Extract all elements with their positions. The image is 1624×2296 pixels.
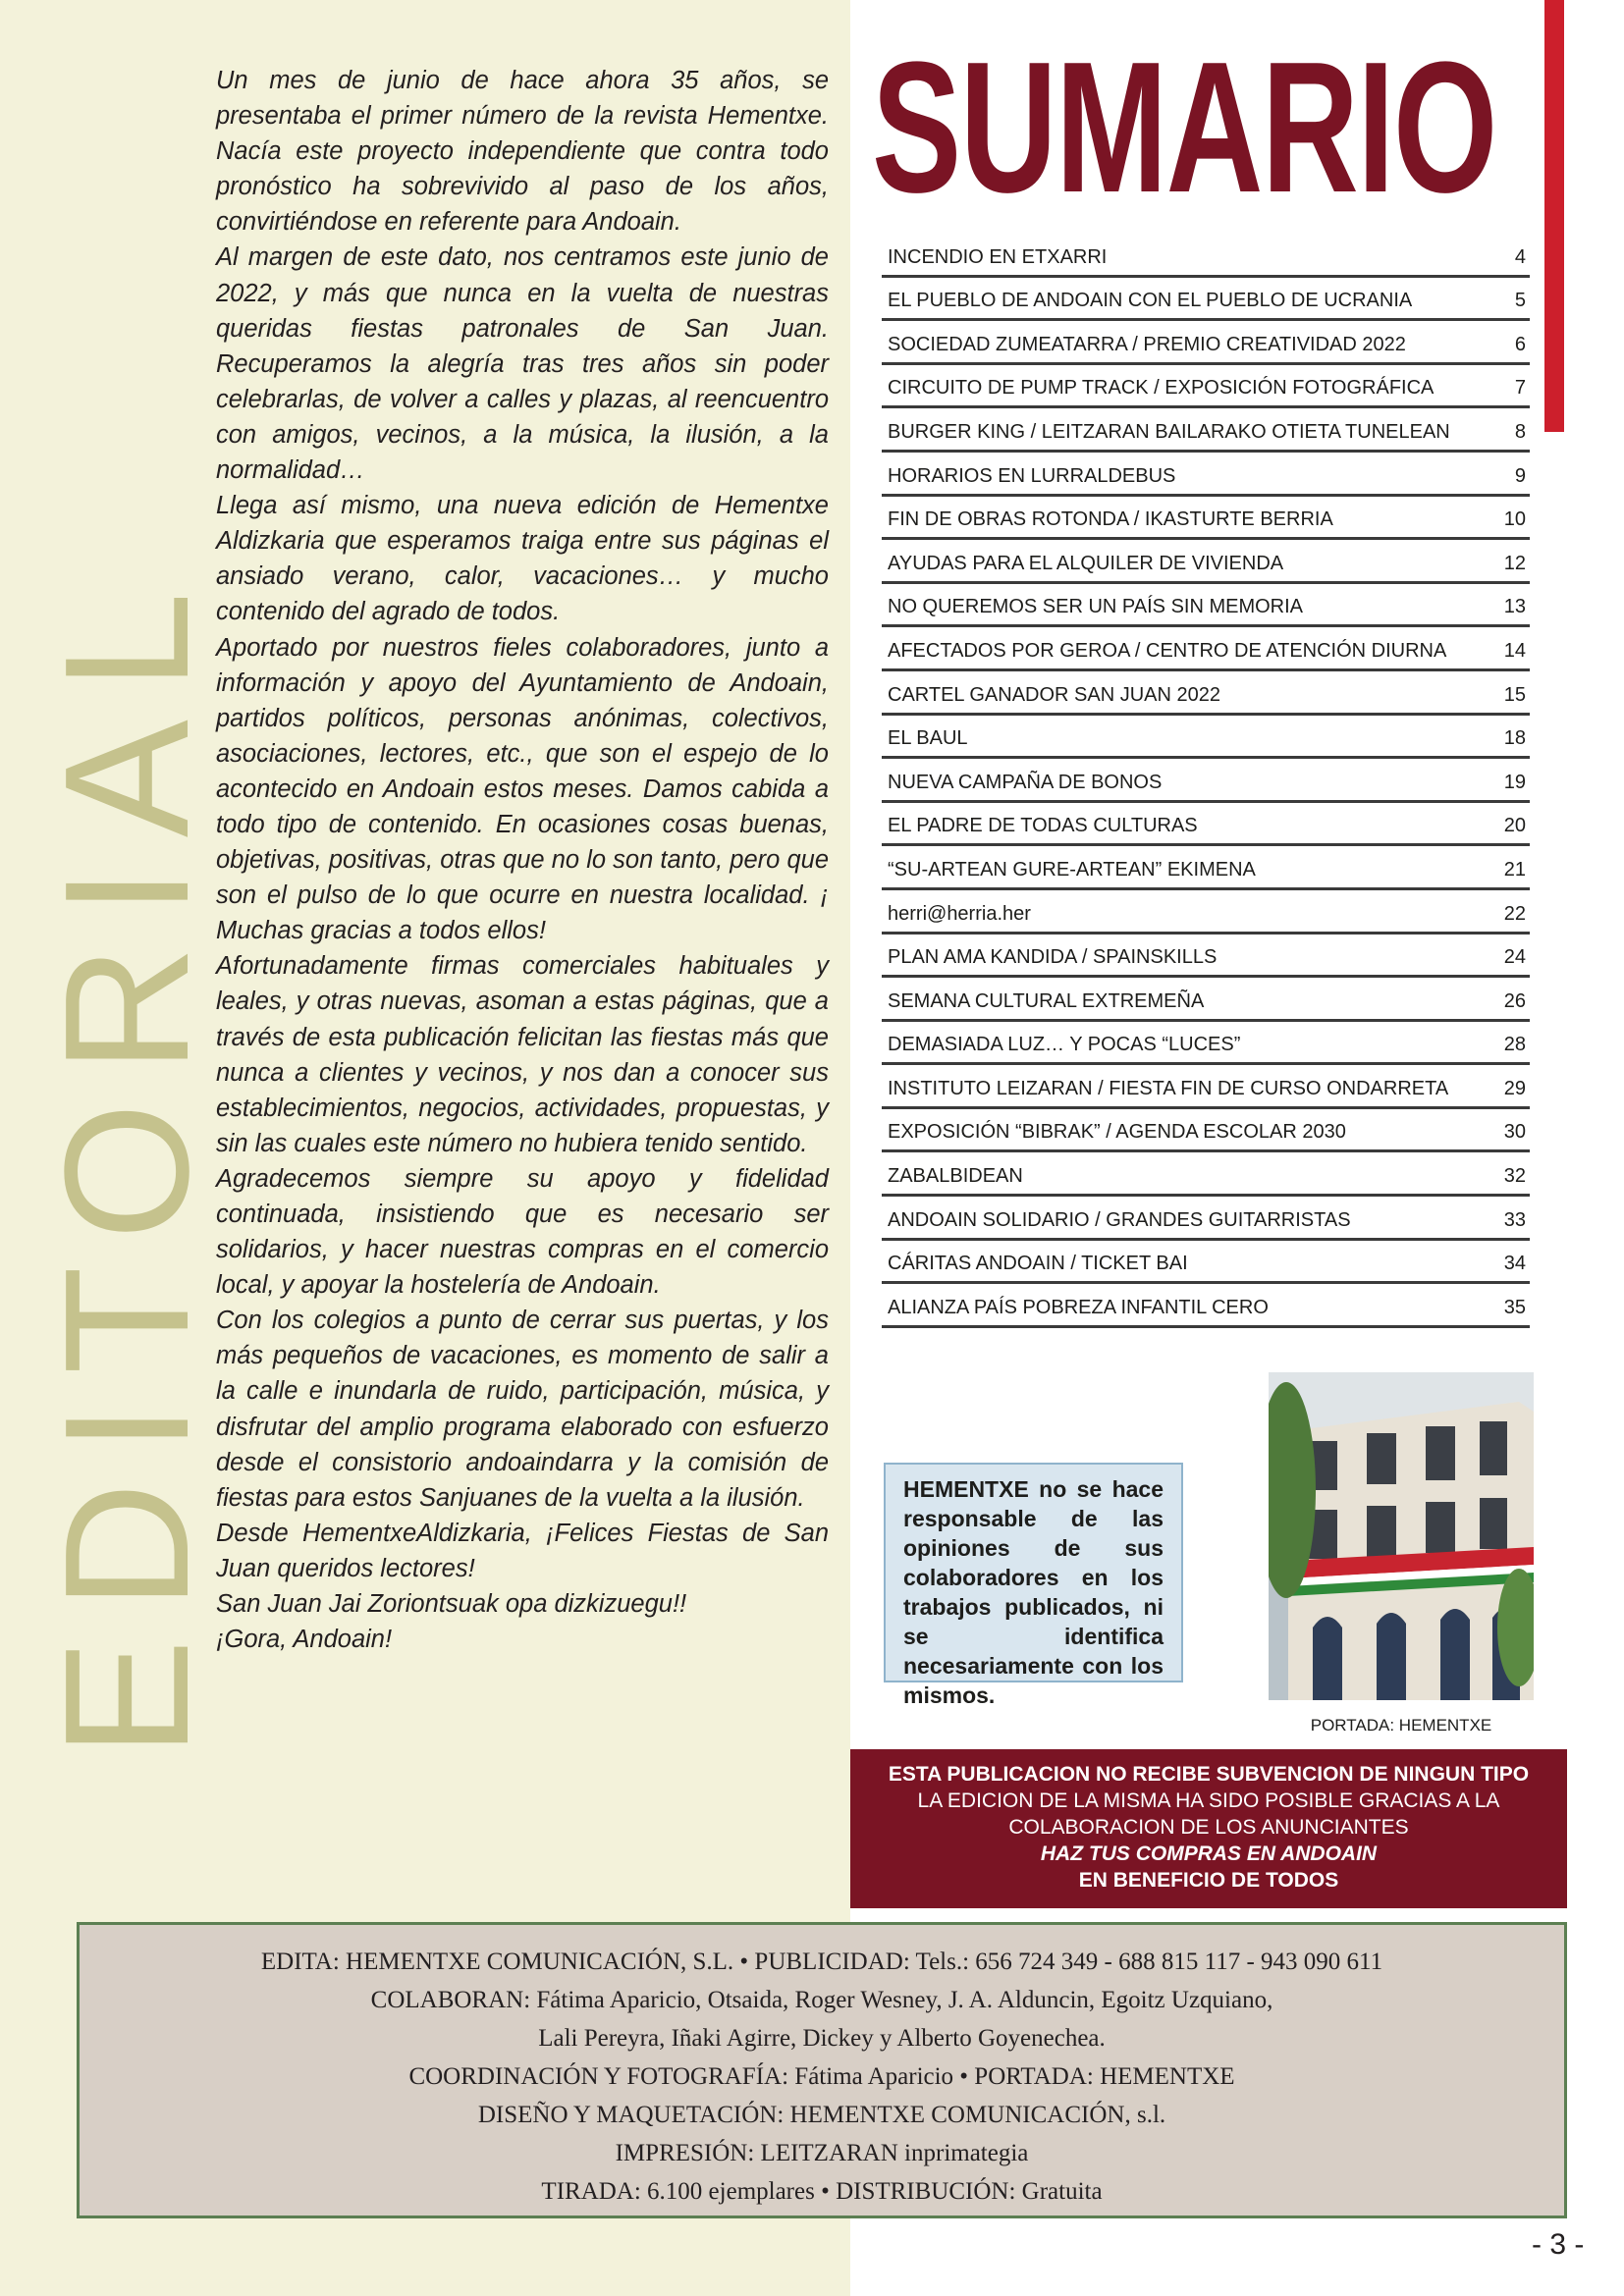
toc-page: 6	[1514, 333, 1526, 355]
toc-label: PLAN AMA KANDIDA / SPAINSKILLS	[888, 946, 1218, 969]
editorial-paragraph: Agradecemos siempre su apoyo y fidelidad continuada, insistiendo que es necesario ser solidarios, y hacer nuestras compras en el comercio local, y apoyar la hostelería de Andoain.	[216, 1164, 829, 1300]
toc-page: 28	[1503, 1034, 1526, 1056]
toc-row	[882, 321, 1530, 365]
toc-row	[882, 1152, 1530, 1197]
toc-label: DEMASIADA LUZ… Y POCAS “LUCES”	[888, 1034, 1241, 1056]
toc-row	[882, 1065, 1530, 1109]
toc-label: SEMANA CULTURAL EXTREMEÑA	[888, 989, 1205, 1012]
subsidy-line: COLABORACION DE LOS ANUNCIANTES	[1008, 1816, 1409, 1839]
toc-page: 21	[1503, 858, 1526, 881]
toc-label: EL PADRE DE TODAS CULTURAS	[888, 815, 1198, 837]
subsidy-line: LA EDICION DE LA MISMA HA SIDO POSIBLE GRACIAS A LA	[917, 1789, 1500, 1812]
toc-label: INCENDIO EN ETXARRI	[888, 245, 1108, 268]
toc-page: 12	[1503, 552, 1526, 574]
toc-row	[882, 627, 1530, 671]
accent-bar	[1544, 0, 1564, 432]
toc-row	[882, 1241, 1530, 1285]
table-of-contents	[882, 234, 1530, 1328]
toc-row	[882, 584, 1530, 628]
credits-line: TIRADA: 6.100 ejemplares • DISTRIBUCIÓN: Gratuita	[541, 2178, 1103, 2205]
toc-page: 7	[1514, 377, 1526, 400]
toc-label: AFECTADOS POR GEROA / CENTRO DE ATENCIÓN DIURNA	[888, 639, 1447, 662]
toc-row	[882, 759, 1530, 803]
toc-label: AYUDAS PARA EL ALQUILER DE VIVIENDA	[888, 552, 1284, 574]
editorial-paragraph: Aportado por nuestros fieles colaboradores, junto a información y apoyo del Ayuntamiento de Andoain, partidos políticos, personas anónimas, colectivos, asociaciones, lectores, etc., que son el espejo de lo acontecido en Andoain estos meses. Damos cabida a todo tipo de contenido. En ocasiones cosas buenas, objetivas, positivas, otras que no lo son tanto, pero que son el pulso de lo que ocurre en nuestra localidad. ¡ Muchas gracias a todos ellos!	[216, 633, 829, 945]
editorial-paragraph: Llega así mismo, una nueva edición de Hementxe Aldizkaria que esperamos traiga entre sus páginas el ansiado verano, calor, vacaciones… y mucho contenido del agrado de todos.	[216, 492, 829, 626]
toc-row	[882, 978, 1530, 1022]
toc-label: ZABALBIDEAN	[888, 1165, 1023, 1188]
toc-page: 14	[1503, 639, 1526, 662]
toc-row	[882, 846, 1530, 890]
toc-label: NUEVA CAMPAÑA DE BONOS	[888, 771, 1163, 793]
subsidy-line: HAZ TUS COMPRAS EN ANDOAIN	[1040, 1842, 1378, 1865]
toc-page: 30	[1503, 1121, 1526, 1144]
toc-row	[882, 408, 1530, 453]
editorial-paragraph: Afortunadamente firmas comerciales habituales y leales, y otras nuevas, asoman a estas páginas, que a través de esta publicación felicitan las fiestas más que nunca a clientes y vecinos, y nos dan a conocer sus establecimientos, negocios, actividades, propuestas, y sin las cuales este número no hubiera tenido sentido.	[216, 952, 829, 1157]
toc-label: CIRCUITO DE PUMP TRACK / EXPOSICIÓN FOTOGRÁFICA	[888, 377, 1435, 400]
credits-box	[77, 1922, 1567, 2218]
toc-page: 4	[1514, 245, 1526, 268]
toc-label: EL BAUL	[888, 727, 968, 750]
toc-page: 29	[1503, 1077, 1526, 1099]
toc-row	[882, 278, 1530, 322]
toc-label: NO QUEREMOS SER UN PAÍS SIN MEMORIA	[888, 596, 1304, 618]
toc-row	[882, 890, 1530, 934]
toc-row	[882, 934, 1530, 979]
toc-page: 10	[1503, 508, 1526, 531]
toc-label: EL PUEBLO DE ANDOAIN CON EL PUEBLO DE UCRANIA	[888, 290, 1413, 312]
page-number: - 3 -	[1532, 2228, 1585, 2261]
toc-page: 20	[1503, 815, 1526, 837]
toc-page: 13	[1503, 596, 1526, 618]
cover-photo	[1269, 1372, 1534, 1700]
toc-page: 22	[1503, 902, 1526, 925]
toc-row	[882, 1284, 1530, 1328]
toc-page: 18	[1503, 727, 1526, 750]
credits-line: IMPRESIÓN: LEITZARAN inprimategia	[615, 2140, 1029, 2166]
credits-line: Lali Pereyra, Iñaki Agirre, Dickey y Alberto Goyenechea.	[538, 2025, 1106, 2052]
building-photo-icon	[1269, 1372, 1534, 1700]
toc-page: 15	[1503, 683, 1526, 706]
toc-page: 19	[1503, 771, 1526, 793]
credits-line: COLABORAN: Fátima Aparicio, Otsaida, Roger Wesney, J. A. Alduncin, Egoitz Uzquiano,	[370, 1987, 1273, 2013]
editorial-paragraph: ¡Gora, Andoain!	[216, 1626, 393, 1654]
toc-label: INSTITUTO LEIZARAN / FIESTA FIN DE CURSO ONDARRETA	[888, 1077, 1449, 1099]
toc-page: 35	[1503, 1296, 1526, 1318]
subsidy-line: ESTA PUBLICACION NO RECIBE SUBVENCION DE NINGUN TIPO	[888, 1763, 1530, 1786]
toc-label: ANDOAIN SOLIDARIO / GRANDES GUITARRISTAS	[888, 1208, 1351, 1231]
disclaimer-box: HEMENTXE no se hace responsable de las opiniones de sus colaboradores en los trabajos publicados, ni se identifica necesariamente con los mismos.	[884, 1463, 1183, 1682]
subsidy-notice	[850, 1749, 1567, 1908]
toc-label: HORARIOS EN LURRALDEBUS	[888, 464, 1176, 487]
subsidy-line: EN BENEFICIO DE TODOS	[1078, 1869, 1339, 1892]
editorial-paragraph: Con los colegios a punto de cerrar sus puertas, y los más pequeños de vacaciones, es momento de salir a la calle e inundarla de ruido, participación, música, y disfrutar del amplio programa elaborado con esfuerzo desde el consistorio andoaindarra y la comisión de fiestas para estos Sanjuanes de la vuelta a la ilusión.	[216, 1307, 829, 1512]
editorial-paragraph: Desde HementxeAldizkaria, ¡Felices Fiestas de San Juan queridos lectores!	[216, 1519, 829, 1582]
toc-row	[882, 497, 1530, 541]
editorial-paragraph: Al margen de este dato, nos centramos este junio de 2022, y más que nunca en la vuelta de nuestras queridas fiestas patronales de San Juan. Recuperamos la alegría tras tres años sin poder celebrarlas, de volver a calles y plazas, al reencuentro con amigos, vecinos, a la música, la ilusión, a la normalidad…	[216, 243, 829, 485]
credits-line: DISEÑO Y MAQUETACIÓN: HEMENTXE COMUNICACIÓN, s.l.	[477, 2102, 1166, 2128]
toc-row	[882, 453, 1530, 497]
toc-page: 32	[1503, 1165, 1526, 1188]
editorial-vertical-title: EDITORIAL	[28, 562, 226, 1757]
toc-label: FIN DE OBRAS ROTONDA / IKASTURTE BERRIA	[888, 508, 1333, 531]
toc-page: 8	[1514, 420, 1526, 443]
toc-row	[882, 1022, 1530, 1066]
toc-row	[882, 803, 1530, 847]
editorial-text	[216, 63, 829, 1657]
photo-caption: PORTADA: HEMENTXE	[1310, 1716, 1492, 1735]
toc-page: 24	[1503, 946, 1526, 969]
toc-label: EXPOSICIÓN “BIBRAK” / AGENDA ESCOLAR 2030	[888, 1121, 1346, 1144]
toc-page: 34	[1503, 1253, 1526, 1275]
editorial-paragraph: San Juan Jai Zoriontsuak opa dizkizuegu!!	[216, 1590, 687, 1619]
toc-page: 26	[1503, 989, 1526, 1012]
toc-label: ALIANZA PAÍS POBREZA INFANTIL CERO	[888, 1296, 1269, 1318]
toc-label: BURGER KING / LEITZARAN BAILARAKO OTIETA TUNELEAN	[888, 420, 1450, 443]
toc-page: 33	[1503, 1208, 1526, 1231]
credits-line: EDITA: HEMENTXE COMUNICACIÓN, S.L. • PUBLICIDAD: Tels.: 656 724 349 - 688 815 117 - 943 090 611	[260, 1949, 1383, 1975]
toc-row	[882, 540, 1530, 584]
toc-page: 5	[1514, 290, 1526, 312]
toc-page: 9	[1514, 464, 1526, 487]
sumario-title: SUMARIO	[872, 24, 1496, 232]
editorial-paragraph: Un mes de junio de hace ahora 35 años, se presentaba el primer número de la revista Hementxe. Nacía este proyecto independiente que contra todo pronóstico ha sobrevivido al paso de los años, convirtiéndose en referente para Andoain.	[216, 67, 829, 237]
toc-label: SOCIEDAD ZUMEATARRA / PREMIO CREATIVIDAD 2022	[888, 333, 1406, 355]
toc-label: CARTEL GANADOR SAN JUAN 2022	[888, 683, 1220, 706]
toc-row	[882, 234, 1530, 278]
toc-row	[882, 365, 1530, 409]
toc-row	[882, 1109, 1530, 1153]
toc-label: herri@herria.her	[888, 902, 1031, 925]
toc-row	[882, 1197, 1530, 1241]
toc-label: CÁRITAS ANDOAIN / TICKET BAI	[888, 1253, 1188, 1275]
toc-row	[882, 716, 1530, 760]
toc-label: “SU-ARTEAN GURE-ARTEAN” EKIMENA	[888, 858, 1256, 881]
toc-row	[882, 671, 1530, 716]
credits-line: COORDINACIÓN Y FOTOGRAFÍA: Fátima Aparicio • PORTADA: HEMENTXE	[408, 2063, 1235, 2090]
